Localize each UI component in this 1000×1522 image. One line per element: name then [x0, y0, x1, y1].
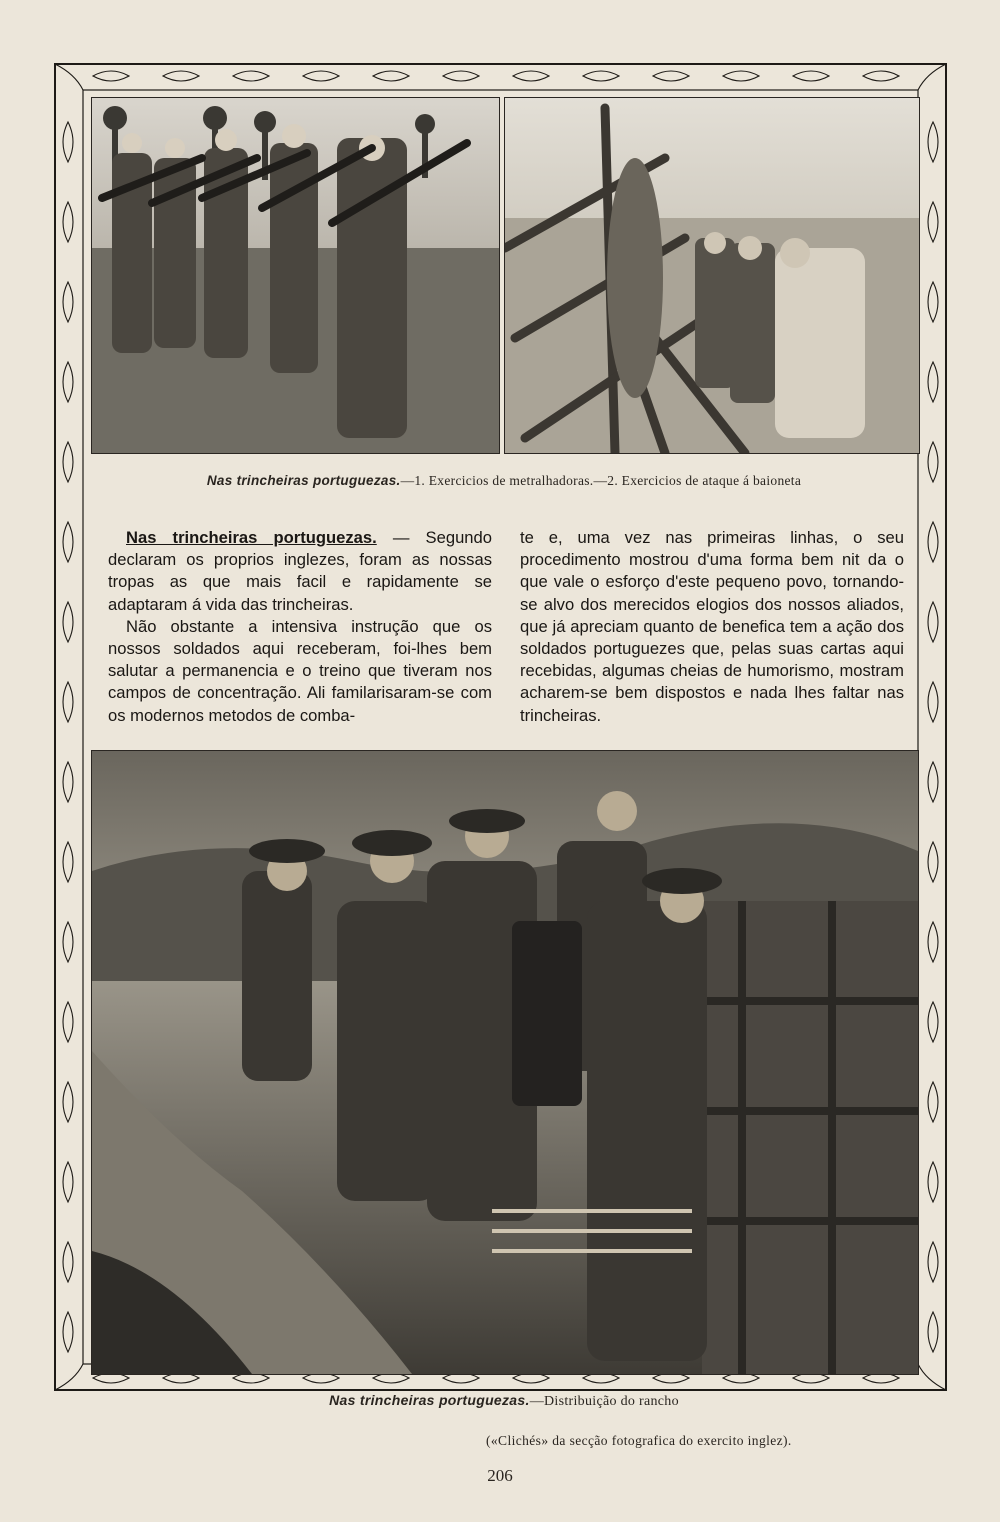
page-number: 206: [487, 1466, 513, 1485]
article-paragraph-1-text: — Segundo declaram os proprios inglezes, foram as nossas tropas as que mais facil e rapidamente se adaptaram á vida das trincheiras.: [108, 528, 492, 614]
photo-ration-distribution: [91, 750, 919, 1375]
photo-machine-gun-exercise: [91, 97, 500, 454]
article-paragraph-2: Não obstante a intensiva instrução que os nossos soldados aqui receberam, foi-lhes bem salutar a permanencia e o treino que tiveram nos campos de concentração. Ali familarisaram-se com os modernos metodos de comba-: [108, 616, 492, 725]
photo-credit: («Clichés» da secção fotografica do exercito inglez).: [486, 1433, 792, 1448]
caption-top-text: —1. Exercicios de metralhadoras.—2. Exercicios de ataque á baioneta: [400, 473, 802, 488]
article-body: [108, 527, 904, 727]
caption-bottom-lead: Nas trincheiras portuguezas.: [329, 1392, 530, 1408]
caption-bottom: [91, 1392, 917, 1410]
caption-bottom-text: —Distribuição do rancho: [529, 1394, 679, 1409]
article-paragraph-1: [108, 527, 492, 616]
caption-top: [91, 473, 917, 489]
article-column-left: [108, 527, 492, 727]
caption-top-lead: Nas trincheiras portuguezas.: [206, 473, 401, 488]
article-lead: Nas trincheiras portuguezas.: [126, 528, 377, 547]
article-column-right: [520, 527, 904, 727]
photo-bayonet-exercise: [504, 97, 920, 454]
article-paragraph-3: te e, uma vez nas primeiras linhas, o seu procedimento mostrou d'uma forma bem nit da o que vale o esforço d'este pequeno povo, tornando-se alvo dos merecidos elogios dos nossos aliados, que já apreciam quanto de benefica tem a ação dos soldados portuguezes que, pelas suas cartas aqui recebidas, algumas cheias de humorismo, mostram acharem-se bem dispostos e nada lhes faltar nas trincheiras.: [520, 528, 904, 725]
